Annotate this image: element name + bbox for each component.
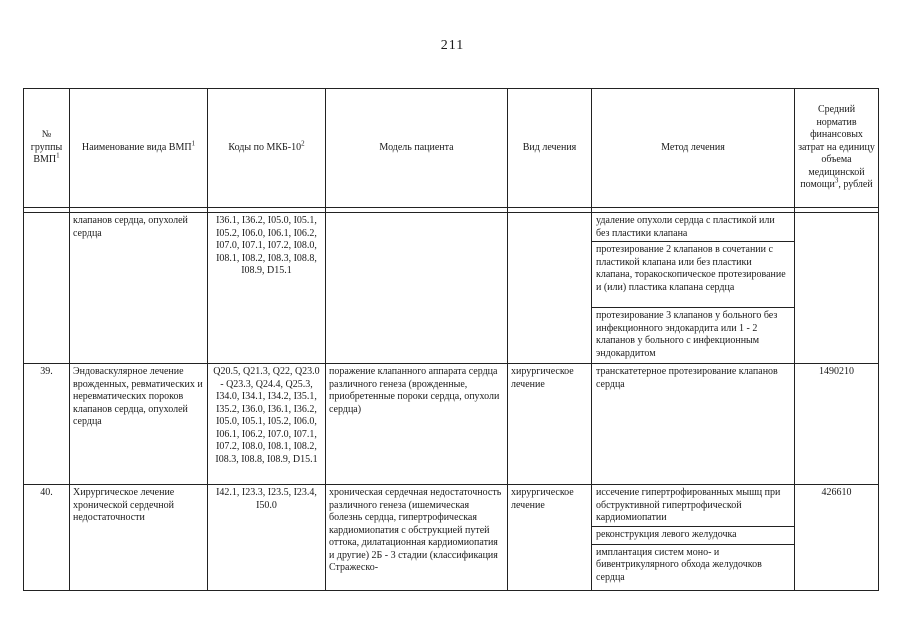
vmp-table	[23, 88, 879, 591]
method-item: транскатетерное протезирование клапанов сердца	[596, 366, 778, 390]
cell-group-num	[24, 213, 70, 364]
table-row	[24, 213, 879, 364]
cell-method	[592, 485, 795, 591]
cell-codes: I36.1, I36.2, I05.0, I05.1, I05.2, I06.0, I06.1, I06.2, I07.0, I07.1, I07.2, I08.0, I08.1, I08.2, I08.3, I08.8, I08.9, D15.1	[208, 213, 326, 364]
cell-group-num: 39.	[24, 364, 70, 485]
cell-cost: 1490210	[795, 364, 879, 485]
cell-method	[592, 364, 795, 485]
header-cost: Средний норматив финансовых затрат на единицу объема медицинской помощи$^3$, рублей	[795, 89, 879, 208]
table-row	[24, 485, 879, 591]
cell-codes: Q20.5, Q21.3, Q22, Q23.0 - Q23.3, Q24.4, Q25.3, I34.0, I34.1, I34.2, I35.1, I35.2, I36.0, I36.1, I36.2, I05.0, I05.1, I05.2, I06.0, I06.1, I06.2, I07.0, I07.1, I07.2, I08.0, I08.1, I08.2, I08.3, I08.8, I08.9, D15.1	[208, 364, 326, 485]
method-item: имплантация систем моно- и бивентрикулярного обхода желудочков сердца	[596, 546, 762, 583]
header-model: Модель пациента	[326, 89, 508, 208]
cell-treatment: хирургическое лечение	[508, 485, 592, 591]
cell-name: клапанов сердца, опухолей сердца	[70, 213, 208, 364]
method-item: реконструкция левого желудочка	[592, 527, 794, 545]
header-group-num: № группы ВМП$^1$	[24, 89, 70, 208]
method-item: удаление опухоли сердца с пластикой или без пластики клапана	[592, 213, 794, 242]
cell-cost	[795, 213, 879, 364]
cell-group-num: 40.	[24, 485, 70, 591]
cell-name: Хирургическое лечение хронической сердечной недостаточности	[70, 485, 208, 591]
cell-method	[592, 213, 795, 364]
method-item: протезирование 3 клапанов у больного без инфекционного эндокардита или 1 - 2 клапанов у больного с инфекционным эндокардитом	[596, 310, 778, 359]
cell-name: Эндоваскулярное лечение врожденных, ревматических и неревматических пороков клапанов сердца, опухолей сердца	[70, 364, 208, 485]
cell-treatment	[508, 213, 592, 364]
page-number: 211	[440, 38, 465, 53]
header-treatment: Вид лечения	[508, 89, 592, 208]
cell-model: поражение клапанного аппарата сердца различного генеза (врожденные, приобретенные пороки сердца, опухоли сердца)	[326, 364, 508, 485]
method-item: протезирование 2 клапанов в сочетании с пластикой клапана или без пластики клапана, торакоскопическое протезирование и (или) пластика клапана сердца	[592, 242, 794, 308]
table-row	[24, 364, 879, 485]
cell-model: хроническая сердечная недостаточность различного генеза (ишемическая болезнь сердца, гипертрофическая кардиомиопатия с обструкцией путей оттока, дилатационная кардиомиопатия и другие) 2Б - 3 стадии (классификация Стражеско-	[326, 485, 508, 591]
method-item: иссечение гипертрофированных мышц при обструктивной гипертрофической кардиомиопатии	[592, 485, 794, 527]
header-row	[24, 89, 879, 208]
header-codes: Коды по МКБ-$10^2$	[208, 89, 326, 208]
cell-treatment: хирургическое лечение	[508, 364, 592, 485]
cell-codes: I42.1, I23.3, I23.5, I23.4, I50.0	[208, 485, 326, 591]
cell-model	[326, 213, 508, 364]
cell-cost: 426610	[795, 485, 879, 591]
header-name: Наименование вида ВМП$^1$	[70, 89, 208, 208]
header-method: Метод лечения	[592, 89, 795, 208]
